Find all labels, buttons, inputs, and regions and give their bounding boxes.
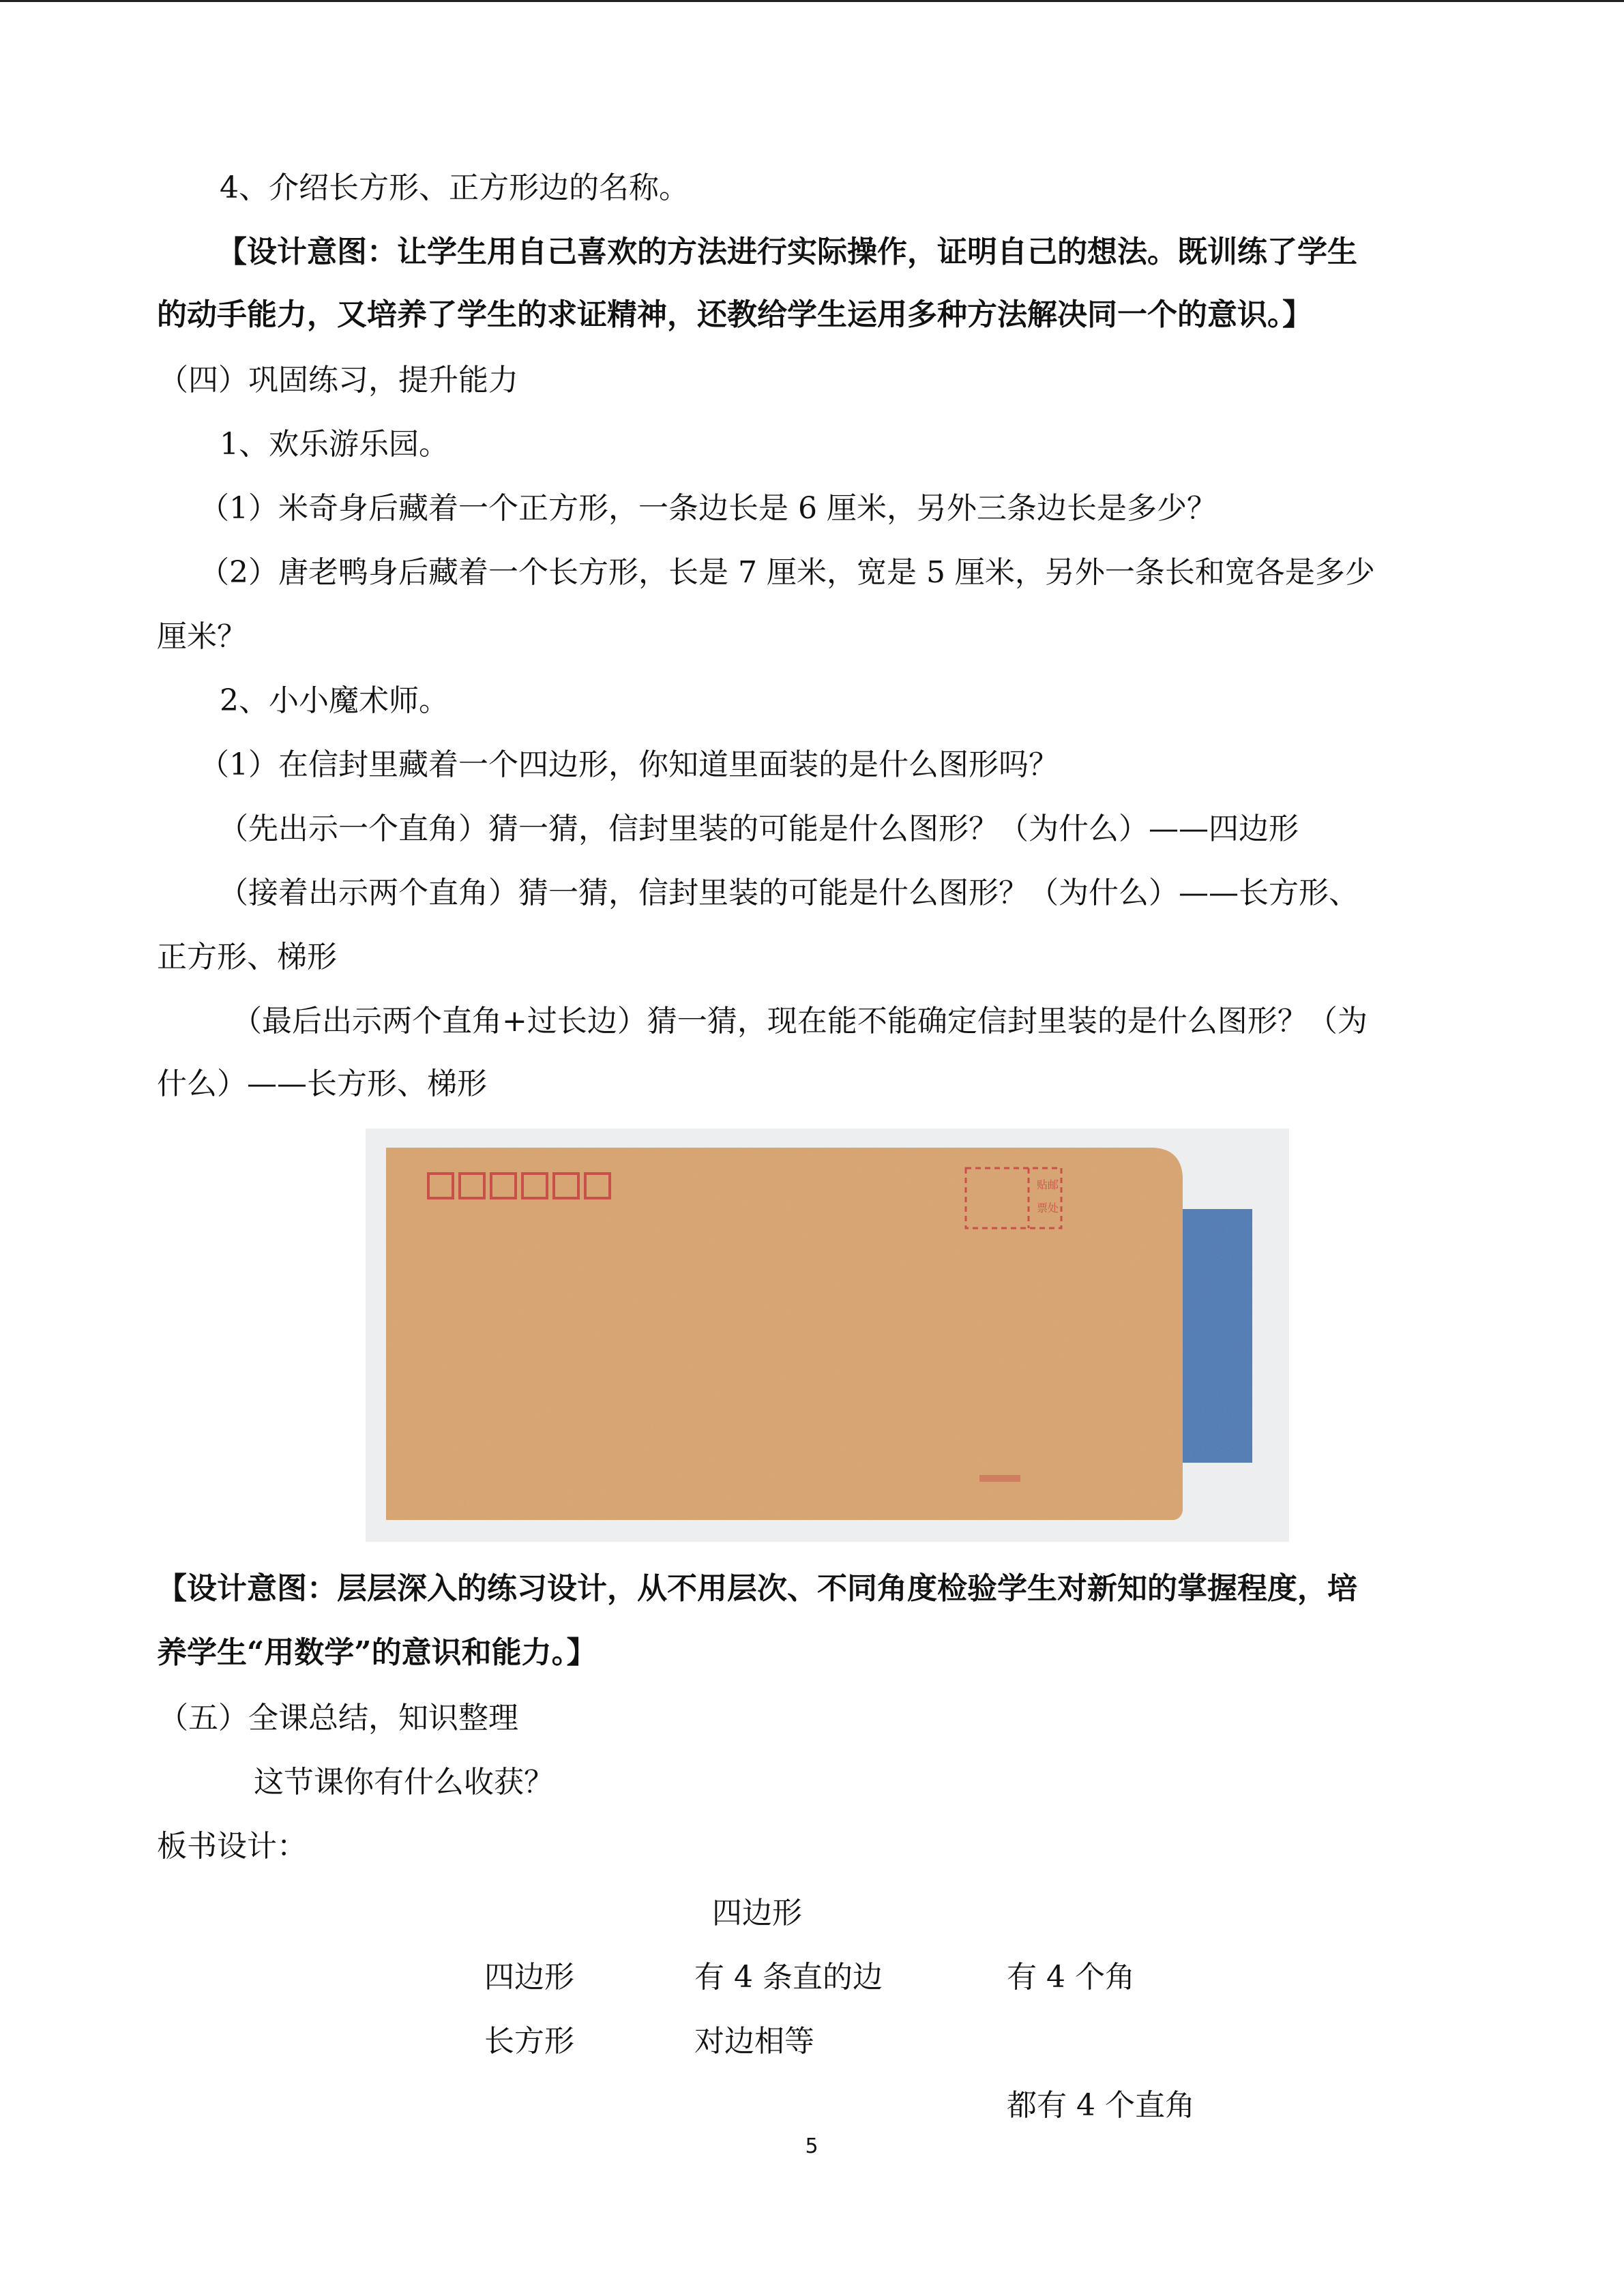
page-top-rule: [0, 0, 1624, 2]
board-design-label: 板书设计：: [157, 1829, 307, 1864]
envelope-imprint: [979, 1475, 1020, 1482]
exercise-2-title: 2、小小魔术师。: [220, 683, 449, 718]
board-row2-col2: 对边相等: [694, 2024, 814, 2059]
design-intent-2-line-1: 【设计意图：层层深入的练习设计，从不用层次、不同角度检验学生对新知的掌握程度，培: [157, 1571, 1357, 1606]
envelope-photo: [366, 1129, 1289, 1542]
exercise-1-q1: （1）米奇身后藏着一个正方形，一条边长是 6 厘米，另外三条边长是多少？: [199, 491, 1217, 526]
section-heading-4: （四）巩固练习，提升能力: [158, 363, 518, 398]
design-intent-2-line-2: 养学生“用数学”的意识和能力。】: [157, 1635, 597, 1670]
board-title: 四边形: [712, 1896, 802, 1930]
svg-text:处: 处: [1048, 1202, 1059, 1214]
exercise-2-hint-3-line-1: （最后出示两个直角+过长边）猜一猜，现在能不能确定信封里装的是什么图形？（为: [232, 1004, 1368, 1039]
svg-text:票: 票: [1037, 1202, 1048, 1214]
exercise-2-hint-2-line-1: （接着出示两个直角）猜一猜，信封里装的可能是什么图形？（为什么）——长方形、: [218, 876, 1359, 910]
exercise-2-hint-1: （先出示一个直角）猜一猜，信封里装的可能是什么图形？（为什么）——四边形: [218, 811, 1299, 846]
design-intent-1-line-1: 【设计意图：让学生用自己喜欢的方法进行实际操作，证明自己的想法。既训练了学生: [217, 235, 1357, 269]
svg-text:邮: 邮: [1048, 1178, 1059, 1191]
board-row2-col1: 长方形: [484, 2024, 574, 2059]
board-row1-col1: 四边形: [484, 1960, 574, 1995]
envelope-illustration: [366, 1129, 1289, 1542]
summary-question: 这节课你有什么收获？: [254, 1765, 554, 1800]
exercise-2-hint-3-line-2: 什么）——长方形、梯形: [157, 1067, 487, 1101]
page-number: 5: [805, 2134, 818, 2158]
text-line-intro-item-4: 4、介绍长方形、正方形边的名称。: [220, 170, 689, 205]
svg-text:贴: 贴: [1037, 1178, 1048, 1191]
board-row1-col3: 有 4 个角: [1007, 1960, 1135, 1995]
exercise-2-hint-2-line-2: 正方形、梯形: [157, 940, 337, 974]
section-heading-5: （五）全课总结，知识整理: [158, 1701, 518, 1735]
exercise-1-q2-line-1: （2）唐老鸭身后藏着一个长方形，长是 7 厘米，宽是 5 厘米，另外一条长和宽各是多少: [199, 555, 1375, 590]
board-row1-col2: 有 4 条直的边: [694, 1960, 883, 1995]
exercise-2-q1: （1）在信封里藏着一个四边形，你知道里面装的是什么图形吗？: [199, 747, 1059, 782]
exercise-1-q2-line-2: 厘米？: [157, 619, 247, 654]
board-row3: 都有 4 个直角: [1007, 2088, 1195, 2123]
design-intent-1-line-2: 的动手能力，又培养了学生的求证精神，还教给学生运用多种方法解决同一个的意识。】: [157, 297, 1312, 332]
exercise-1-title: 1、欢乐游乐园。: [220, 427, 449, 462]
